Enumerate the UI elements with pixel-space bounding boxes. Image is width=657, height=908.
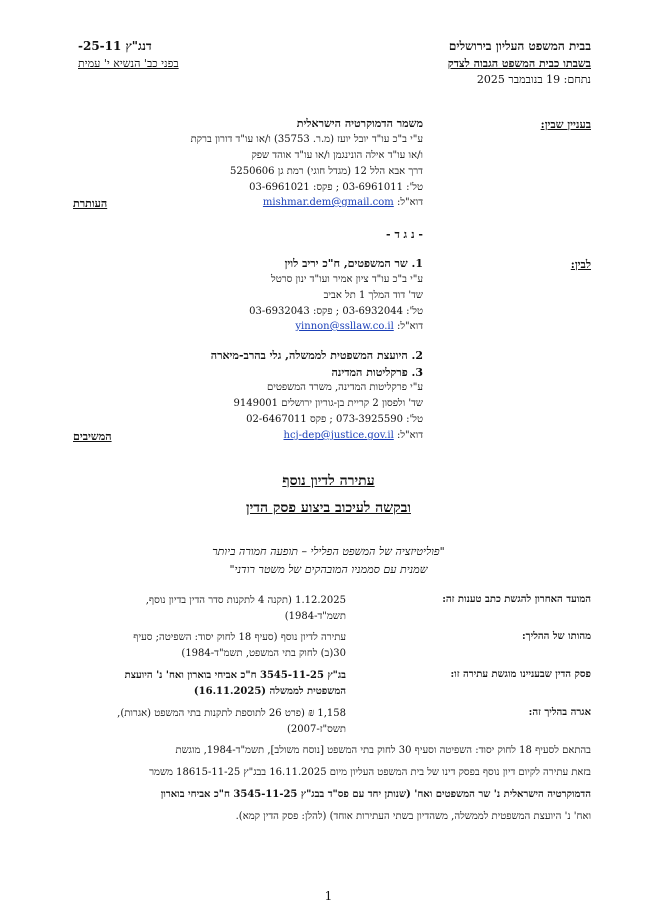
filing-date xyxy=(477,73,591,86)
email-label: דוא"ל: xyxy=(396,430,423,441)
detail-label: אגרה בהליך זה: xyxy=(528,707,591,718)
section-label-and: לבין: xyxy=(570,258,591,271)
respondent-1-email-link[interactable]: yinnon@ssllaw.co.il xyxy=(295,321,394,332)
petitioner-role: העותרת xyxy=(73,197,108,210)
detail-label: מהותו של ההליך: xyxy=(521,631,591,642)
section-label-between: בעניין שבין: xyxy=(540,118,591,131)
respondent-23-email-link[interactable]: hcj-dep@justice.gov.il xyxy=(283,430,394,441)
respondents-role: המשיבים xyxy=(73,430,112,443)
respondent-1-line: ע"י ב"כ עו"ד ציון אמיר ועו"ד ינון סרטל xyxy=(271,274,423,285)
respondent-23-line: ע"י פרקליטות המדינה, משרד המשפטים xyxy=(266,382,423,393)
detail-value: 1.12.2025 (תקנה 4 לתקנות סדר הדין בדיון נוסף, תשמ"ד-1984) xyxy=(145,595,346,622)
petitioner-line: ע"י ב"כ עו"ד יובל יועז (מ.ר. 35753) ו/או עו"ד דורון ברקת xyxy=(190,134,423,145)
motto-line-2: שמנית עם סממניו המובהקים של משטר רודני" xyxy=(229,563,428,576)
respondent-1-name: 1. שר המשפטים, ח"כ יריב לוין xyxy=(284,257,423,270)
document-title-line-2: ובקשה לעיכוב ביצוע פסק הדין xyxy=(246,500,411,516)
respondent-2-name: 2. היועצת המשפטית לממשלה, גלי בהרב-מיארה xyxy=(210,349,423,362)
email-label: דוא"ל: xyxy=(396,321,423,332)
court-name: בבית המשפט העליון בירושלים xyxy=(448,39,591,53)
email-label: דוא"ל: xyxy=(396,197,423,208)
judge-line: בפני כב' הנשיא י' עמית xyxy=(78,57,179,70)
respondent-23-line: טל': 073-3925590 ; פקס 02-6467011 xyxy=(246,414,423,425)
petitioner-line: טל': 03-6961011 ; פקס: 03-6961021 xyxy=(249,182,423,193)
respondent-1-line: טל': 03-6932044 ; פקס: 03-6932043 xyxy=(249,306,423,317)
page-number: 1 xyxy=(324,889,333,903)
body-line: בהתאם לסעיף 18 לחוק יסוד: השפיטה וסעיף 30 לחוק בתי המשפט [נוסח משולב], תשמ"ד-1984, מוגשת xyxy=(175,745,591,756)
petitioner-email-link[interactable]: mishmar.dem@gmail.com xyxy=(262,197,394,208)
body-line: בזאת עתירה לקיום דיון נוסף בפסק דינו של בית המשפט העליון מיום 16.11.2025 בבג"ץ 18615-11-25 משמר xyxy=(149,767,591,778)
detail-value: עתירה לדיון נוסף (סעיף 18 לחוק יסוד: השפיטה; סעיף 30(ב) לחוק בתי המשפט, תשמ"ד-1984) xyxy=(133,632,346,659)
petitioner-line: ו/או עו"ד אילה הונינגמן ו/או עו"ד אוהד שפק xyxy=(251,150,423,161)
document-title-line-1: עתירה לדיון נוסף xyxy=(282,473,375,489)
respondent-23-email-row xyxy=(284,430,424,441)
date-value: 19 בנובמבר 2025 xyxy=(476,73,561,86)
court-role: בשבתו כבית המשפט הגבוה לצדק xyxy=(447,57,591,70)
versus-separator: - נ ג ד - xyxy=(386,228,423,241)
motto-line-1: "פוליטיזציה של המשפט הפלילי – תופעה חמורה ביותר xyxy=(212,545,445,558)
date-label: נתחם: xyxy=(563,73,591,86)
detail-value: בג"ץ 3545-11-25 ח"כ אביחי בוארון ואח' נ' היועצת המשפטית לממשלה (16.11.2025) xyxy=(124,670,346,697)
body-line: ואח' נ' היועצת המשפטית לממשלה, משהדיון בשתי העתירות אוחד) (להלן: פסק הדין קמא). xyxy=(235,811,591,822)
detail-value: 1,158 ₪ (פרט 26 לתוספת לתקנות בתי המשפט (אגרות), תשס"ז-2007) xyxy=(117,708,346,735)
petitioner-email-row xyxy=(263,197,423,208)
petitioner-name: משמר הדמוקרטיה הישראלית xyxy=(296,117,423,130)
respondent-3-name: 3. פרקליטות המדינה xyxy=(331,366,423,379)
respondent-1-email-row xyxy=(295,321,423,332)
detail-label: המועד האחרון להגשת כתב טענות זה: xyxy=(442,594,591,605)
respondent-1-line: שד' דוד המלך 1 תל אביב xyxy=(323,290,423,301)
body-line: הדמוקרטיה הישראלית נ' שר המשפטים ואח' (שנותן יחד עם פס"ד בבג"ץ 3545-11-25 ח"כ אביחי בוארון xyxy=(160,789,591,800)
respondent-23-line: שד' ולפסון 2 קריית בן-גוריון ירושלים 9149001 xyxy=(233,398,423,409)
case-number: דנג"ץ 25-11- xyxy=(78,39,152,53)
detail-label: פסק הדין שבעניינו מוגשת עתירה זו: xyxy=(450,669,591,680)
petitioner-line: דרך אבא הלל 12 (מגדל חוגי) רמת גן 5250606 xyxy=(230,166,423,177)
